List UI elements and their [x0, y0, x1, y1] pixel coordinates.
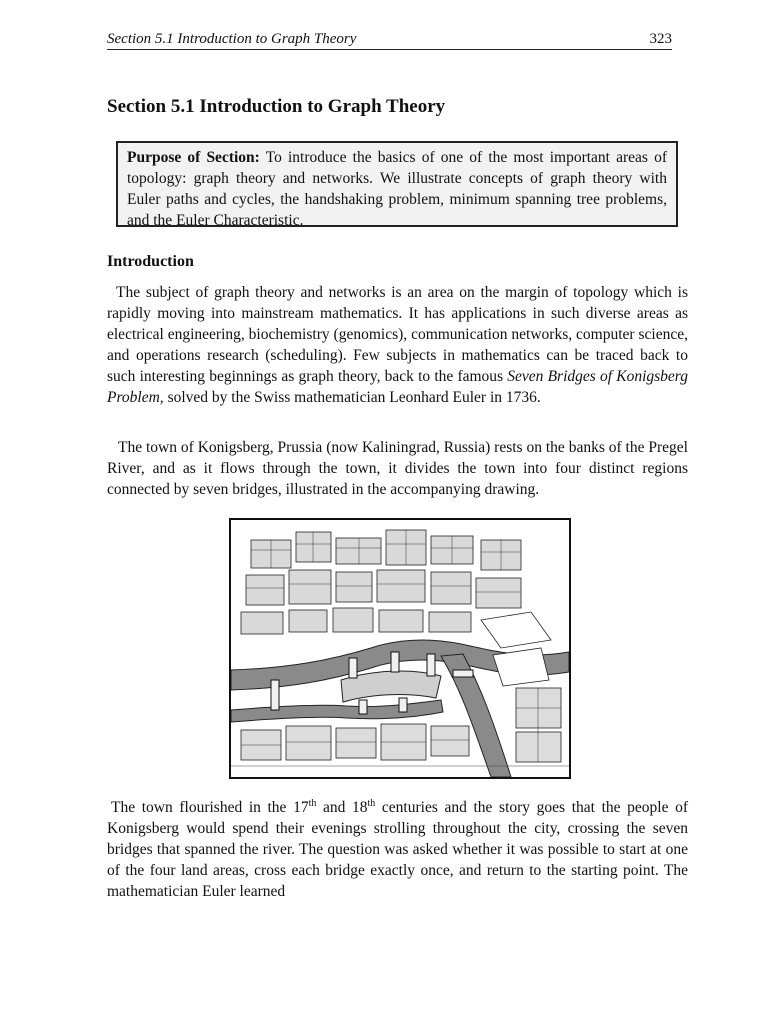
- paragraph-1: [107, 282, 688, 408]
- running-header-title: Section 5.1 Introduction to Graph Theory: [107, 31, 357, 47]
- paragraph-1-text-b: solved by the Swiss mathematician Leonhard Euler in 1736.: [163, 389, 541, 406]
- paragraph-3: [107, 797, 688, 902]
- purpose-box: [116, 141, 678, 227]
- page-number: 323: [649, 31, 672, 47]
- superscript-th-1: th: [308, 797, 317, 809]
- paragraph-1-text-a: The subject of graph theory and networks is an area on the margin of topology which is rapidly moving into mainstream mathematics. It has applications in such diverse areas as electrical engineering, biochemistry (genomics), communication networks, computer science, and operations research (scheduling). Few subjects in mathematics can be traced back to such interesting beginnings as graph theory, back to the famous: [107, 284, 688, 385]
- konigsberg-map-drawing: [231, 520, 569, 777]
- paragraph-3-text-b: and 18: [316, 799, 368, 816]
- purpose-label: Purpose of Section:: [127, 149, 260, 166]
- section-title: Section 5.1 Introduction to Graph Theory: [107, 96, 446, 117]
- paragraph-3-text-c: centuries and the story goes that the people of Konigsberg would spend their evenings strolling throughout the city, crossing the seven bridges that spanned the river. The question was asked whether it was possible to start at one of the four land areas, cross each bridge exactly once, and return to the starting point. The mathematician Euler learned: [107, 799, 688, 900]
- running-header: [107, 31, 672, 50]
- introduction-heading: Introduction: [107, 253, 194, 270]
- paragraph-3-text-a: The town flourished in the 17: [111, 799, 309, 816]
- purpose-text: To introduce the basics of one of the most important areas of topology: graph theory and networks. We illustrate concepts of graph theory with Euler paths and cycles, the handshaking problem, minimum spanning tree problems, and the Euler Characteristic.: [127, 149, 668, 229]
- superscript-th-2: th: [367, 797, 376, 809]
- konigsberg-bridges-engraving-icon: [229, 518, 571, 779]
- paragraph-2: The town of Konigsberg, Prussia (now Kaliningrad, Russia) rests on the banks of the Pregel River, and as it flows through the town, it divides the town into four distinct regions connected by seven bridges, illustrated in the accompanying drawing.: [107, 439, 688, 498]
- paragraph-1-italic: Seven Bridges of Konigsberg Problem,: [107, 368, 688, 406]
